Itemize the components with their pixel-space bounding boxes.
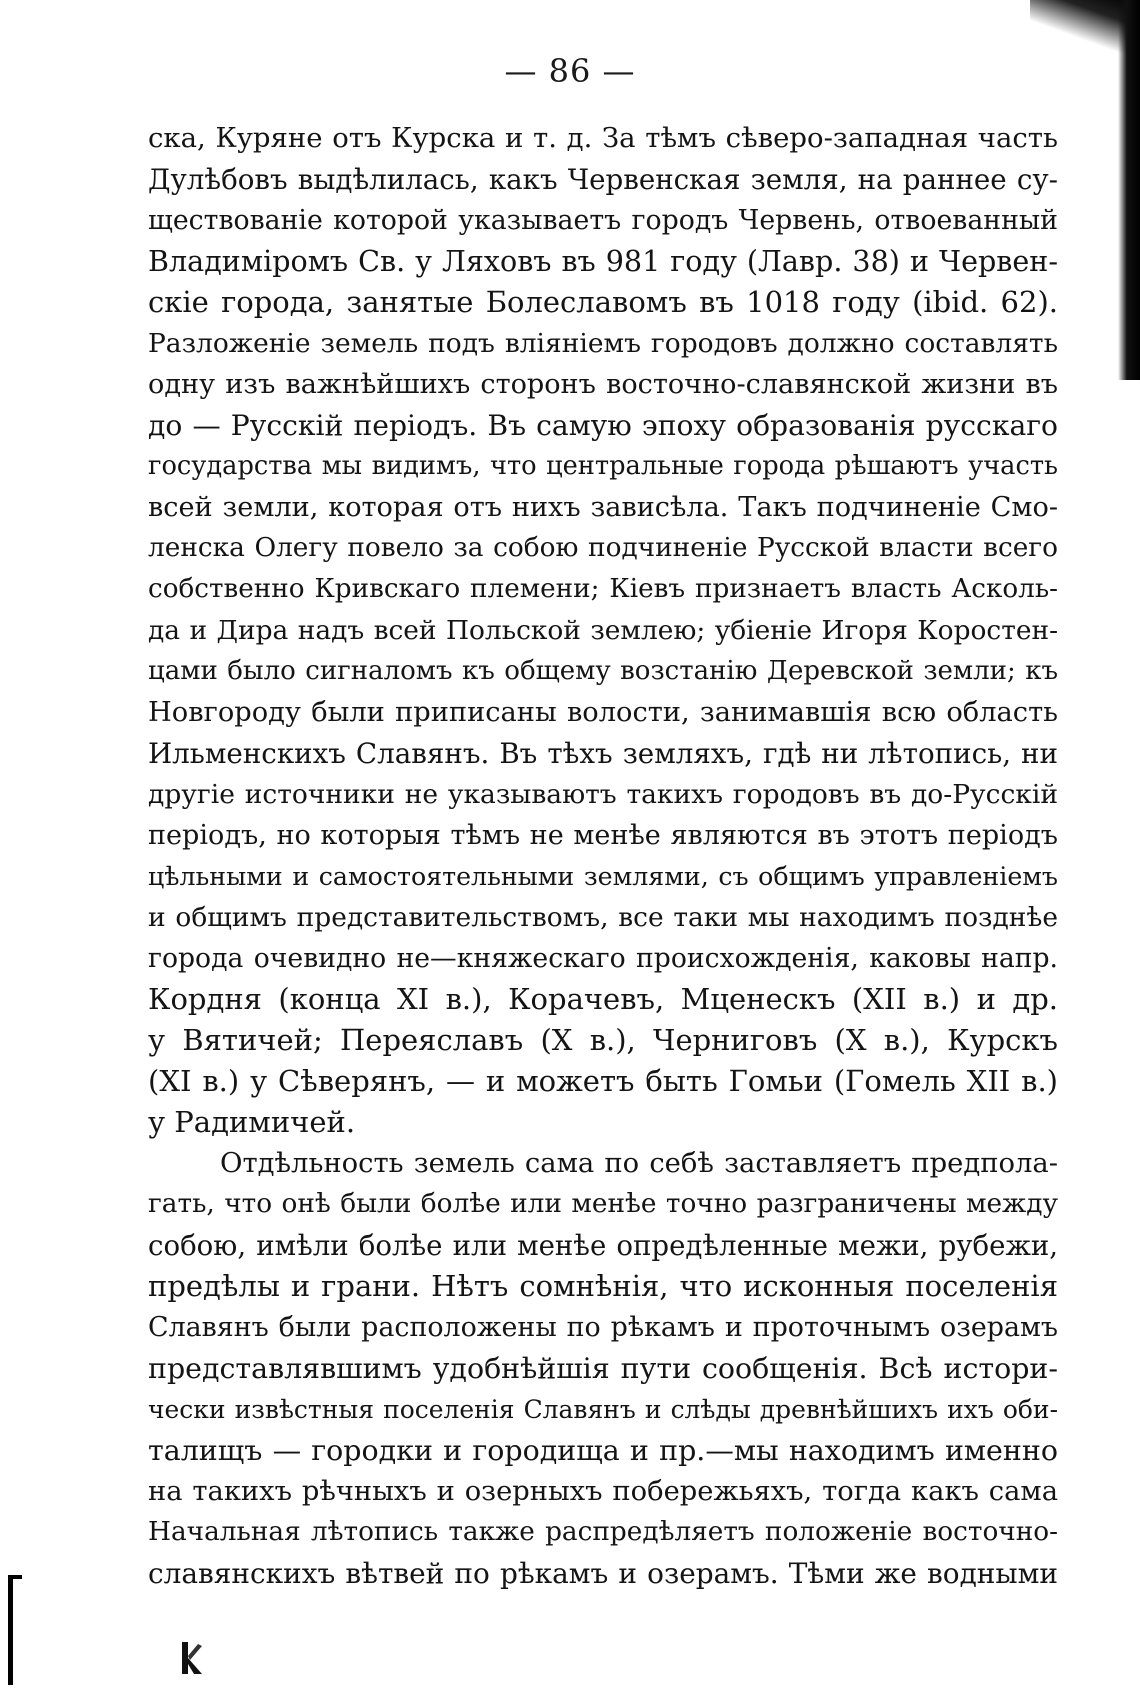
text-line: славянскихъ вѣтвей по рѣкамъ и озерамъ. Тѣми же водными: [148, 1557, 1058, 1590]
text-line: чески извѣстныя поселенія Славянъ и слѣды древнѣйшихъ ихъ оби-: [148, 1395, 1058, 1424]
page-number: — 86 —: [504, 52, 636, 90]
text-line: цѣльными и самостоятельными землями, съ общимъ управленіемъ: [148, 862, 1058, 891]
text-line: да и Дира надъ всей Польской землею; убіеніе Игоря Коростен-: [148, 615, 1058, 646]
text-line: Славянъ были расположены по рѣкамъ и проточнымъ озерамъ: [148, 1312, 1058, 1343]
text-line: цами было сигналомъ къ общему возстанію Деревской земли; къ: [148, 656, 1058, 686]
text-line: государства мы видимъ, что центральные города рѣшаютъ участь: [148, 451, 1058, 481]
scan-bracket-mark-top: [8, 1575, 22, 1579]
text-line: города очевидно не—княжескаго происхожденія, каковы напр.: [148, 943, 1058, 974]
body-text: [148, 118, 1058, 1594]
text-line: (XI в.) у Сѣверянъ, — и можетъ быть Гомьи (Гомель XII в.): [148, 1064, 1058, 1098]
text-line: всей земли, которая отъ нихъ зависѣла. Такъ подчиненіе Смо-: [148, 492, 1058, 523]
text-line: Дулѣбовъ выдѣлилась, какъ Червенская земля, на раннее су-: [148, 163, 1058, 196]
text-line: Новгороду были приписаны волости, занимавшія всю область: [148, 697, 1058, 728]
paragraph-first-line: Отдѣльность земель сама по себѣ заставляетъ предпола-: [220, 1148, 1058, 1179]
text-line: представлявшимъ удобнѣйшія пути сообщенія. Всѣ истори-: [148, 1352, 1058, 1385]
text-line: Начальная лѣтопись также распредѣляетъ положеніе восточно-: [148, 1517, 1058, 1547]
text-line: у Вятичей; Переяславъ (X в.), Черниговъ (X в.), Курскъ: [148, 1023, 1058, 1057]
text-line: Владиміромъ Св. у Ляховъ въ 981 году (Лавр. 38) и Червен-: [148, 244, 1058, 278]
text-line: талищъ — городки и городища и пр.—мы находимъ именно: [148, 1434, 1058, 1467]
text-line: собственно Кривскаго племени; Кіевъ признаетъ власть Асколь-: [148, 574, 1058, 604]
text-line: Ильменскихъ Славянъ. Въ тѣхъ земляхъ, гдѣ ни лѣтопись, ни: [148, 737, 1058, 770]
text-line: Разложеніе земель подъ вліяніемъ городовъ должно составлять: [148, 328, 1058, 359]
text-line: ска, Куряне отъ Курска и т. д. За тѣмъ сѣверо-западная часть: [148, 122, 1058, 154]
text-line: періодъ, но которыя тѣмъ не менѣе являются въ этотъ періодъ: [148, 820, 1058, 851]
text-line: одну изъ важнѣйшихъ сторонъ восточно-славянской жизни въ: [148, 369, 1058, 400]
text-line: до — Русскій періодъ. Въ самую эпоху образованія русскаго: [148, 409, 1058, 442]
text-line: ществованіе которой указываетъ городъ Червень, отвоеванный: [148, 205, 1058, 236]
text-line: другіе источники не указываютъ такихъ городовъ въ до-Русскій: [148, 779, 1058, 810]
text-line: предѣлы и грани. Нѣтъ сомнѣнія, что исконныя поселенія: [148, 1269, 1058, 1303]
scan-ink-mark: [180, 1640, 206, 1676]
text-line: ленска Олегу повело за собою подчиненіе Русской власти всего: [148, 533, 1058, 563]
paragraph-end-line: у Радимичей.: [148, 1105, 356, 1139]
scan-bracket-mark: [8, 1575, 13, 1685]
text-line: гать, что онѣ были болѣе или менѣе точно разграничены между: [148, 1189, 1058, 1219]
text-line: скіе города, занятые Болеславомъ въ 1018 году (ibid. 62).: [148, 285, 1058, 319]
text-line: Кордня (конца XI в.), Корачевъ, Мценескъ (XII в.) и др.: [148, 982, 1058, 1016]
text-line: собою, имѣли болѣе или менѣе опредѣленные межи, рубежи,: [148, 1229, 1058, 1262]
text-line: на такихъ рѣчныхъ и озерныхъ побережьяхъ, тогда какъ сама: [148, 1476, 1058, 1507]
text-line: и общимъ представительствомъ, все таки мы находимъ позднѣе: [148, 902, 1058, 933]
